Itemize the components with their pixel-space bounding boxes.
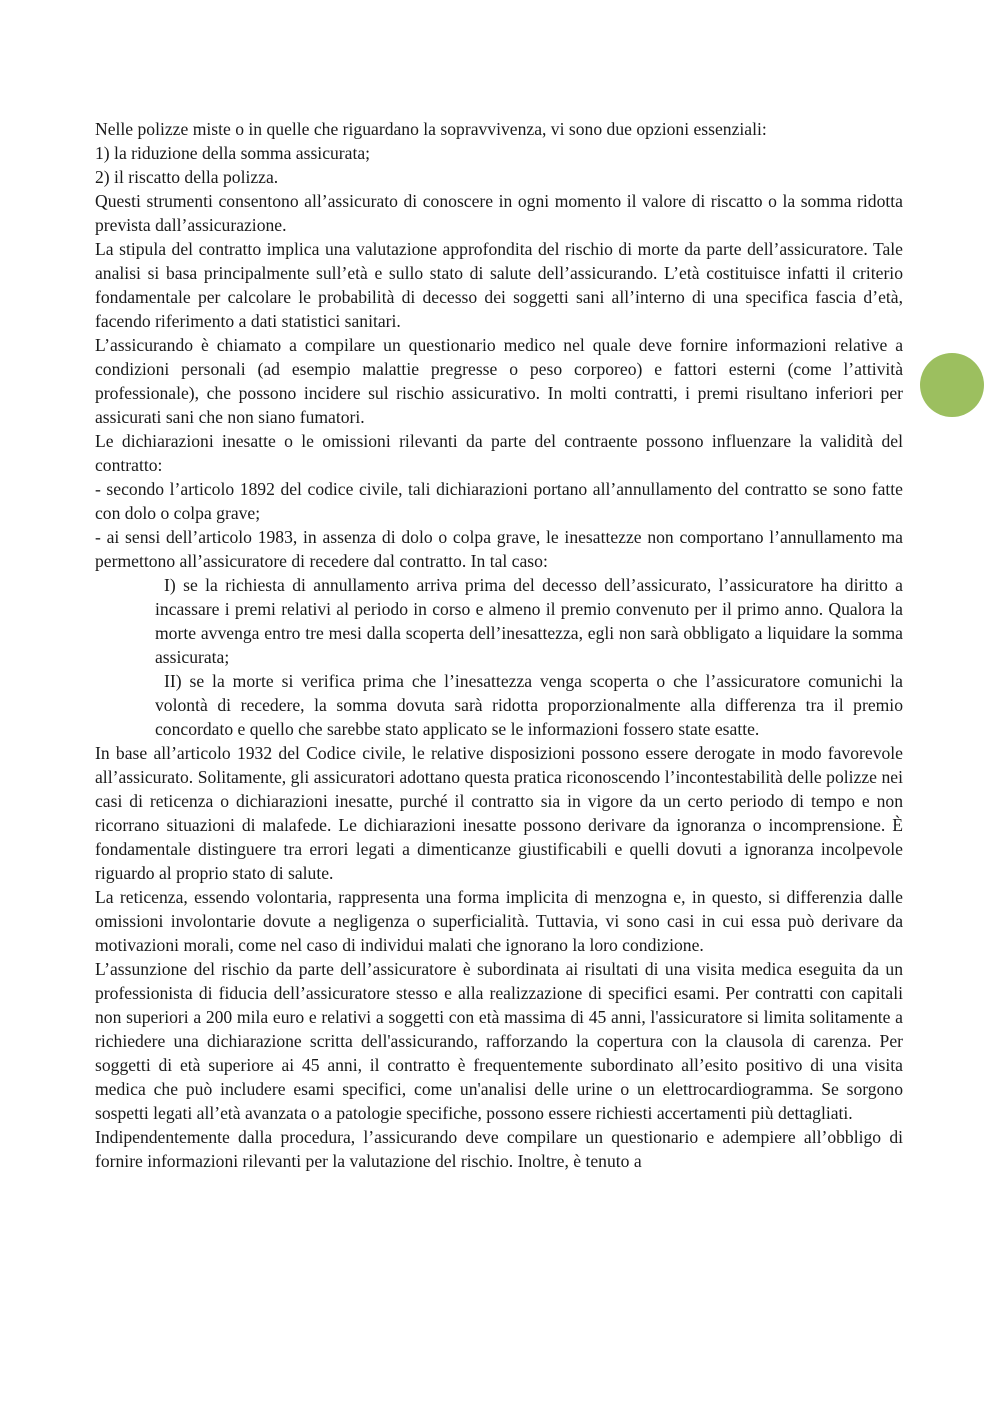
paragraph: La stipula del contratto implica una valutazione approfondita del rischio di morte da parte dell’assicuratore. Tale analisi si basa principalmente sull’età e sullo stato di salute dell’assicurando. L’età costituisce infatti il criterio fondamentale per calcolare le probabilità di decesso dei soggetti sani all’interno di una specifica fascia d’età, facendo riferimento a dati statistici sanitari. xyxy=(95,239,903,331)
paragraph: 2) il riscatto della polizza. xyxy=(95,167,279,187)
paragraph: Indipendentemente dalla procedura, l’assicurando deve compilare un questionario e adempiere all’obbligo di fornire informazioni rilevanti per la valutazione del rischio. Inoltre, è tenuto a xyxy=(95,1127,903,1171)
sub-list-item: I) se la richiesta di annullamento arriva prima del decesso dell’assicurato, l’assicuratore ha diritto a incassare i premi relativi al periodo in corso e almeno il premio convenuto per il primo anno. Qualora la morte avvenga entro tre mesi dalla scoperta dell’inesattezza, egli non sarà obbligato a liquidare la somma assicurata; xyxy=(155,575,903,667)
paragraph: La reticenza, essendo volontaria, rappresenta una forma implicita di menzogna e, in questo, si differenzia dalle omissioni involontarie dovute a negligenza o superficialità. Tuttavia, vi sono casi in cui essa può derivare da motivazioni morali, come nel caso di individui malati che ignorano la loro condizione. xyxy=(95,887,903,955)
sub-list-item: II) se la morte si verifica prima che l’inesattezza venga scoperta o che l’assicuratore comunichi la volontà di recedere, la somma dovuta sarà ridotta proporzionalmente alla differenza tra il premio concordato e quello che sarebbe stato applicato se le informazioni fossero state esatte. xyxy=(155,671,903,739)
list-item: - secondo l’articolo 1892 del codice civile, tali dichiarazioni portano all’annullamento del contratto se sono fatte con dolo o colpa grave; xyxy=(95,479,903,523)
paragraph: 1) la riduzione della somma assicurata; xyxy=(95,143,371,163)
list-item: - ai sensi dell’articolo 1983, in assenza di dolo o colpa grave, le inesattezze non comportano l’annullamento ma permettono all’assicuratore di recedere dal contratto. In tal caso: xyxy=(95,527,903,571)
document-body xyxy=(95,117,903,1173)
paragraph: L’assicurando è chiamato a compilare un questionario medico nel quale deve fornire informazioni relative a condizioni personali (ad esempio malattie pregresse o peso corporeo) e fattori esterni (come l’attività professionale), che possono incidere sul rischio assicurativo. In molti contratti, i premi risultano inferiori per assicurati sani che non siano fumatori. xyxy=(95,335,903,427)
paragraph: Le dichiarazioni inesatte o le omissioni rilevanti da parte del contraente possono influenzare la validità del contratto: xyxy=(95,431,903,475)
paragraph: Nelle polizze miste o in quelle che riguardano la sopravvivenza, vi sono due opzioni essenziali: xyxy=(95,119,767,139)
paragraph: In base all’articolo 1932 del Codice civile, le relative disposizioni possono essere derogate in modo favorevole all’assicurato. Solitamente, gli assicuratori adottano questa pratica riconoscendo l’incontestabilità delle polizze nei casi di reticenza o dichiarazioni inesatte, purché il contratto sia in vigore da un certo periodo di tempo e non ricorrano situazioni di malafede. Le dichiarazioni inesatte possono derivare da ignoranza o incomprensione. È fondamentale distinguere tra errori legati a dimenticanze giustificabili e quelli dovuti a ignoranza incolpevole riguardo al proprio stato di salute. xyxy=(95,743,903,883)
decorative-circle xyxy=(920,353,984,417)
paragraph: L’assunzione del rischio da parte dell’assicuratore è subordinata ai risultati di una visita medica eseguita da un professionista di fiducia dell’assicuratore stesso e alla realizzazione di specifici esami. Per contratti con capitali non superiori a 200 mila euro e relativi a soggetti con età massima di 45 anni, l'assicuratore si limita solitamente a richiedere una dichiarazione scritta dell'assicurando, rafforzando la copertura con la clausola di carenza. Per soggetti di età superiore ai 45 anni, il contratto è frequentemente subordinato all’esito positivo di una visita medica che può includere esami specifici, come un'analisi delle urine o un elettrocardiogramma. Se sorgono sospetti legati all’età avanzata o a patologie specifiche, possono essere richiesti accertamenti più dettagliati. xyxy=(95,959,903,1123)
paragraph: Questi strumenti consentono all’assicurato di conoscere in ogni momento il valore di riscatto o la somma ridotta prevista dall’assicurazione. xyxy=(95,191,903,235)
